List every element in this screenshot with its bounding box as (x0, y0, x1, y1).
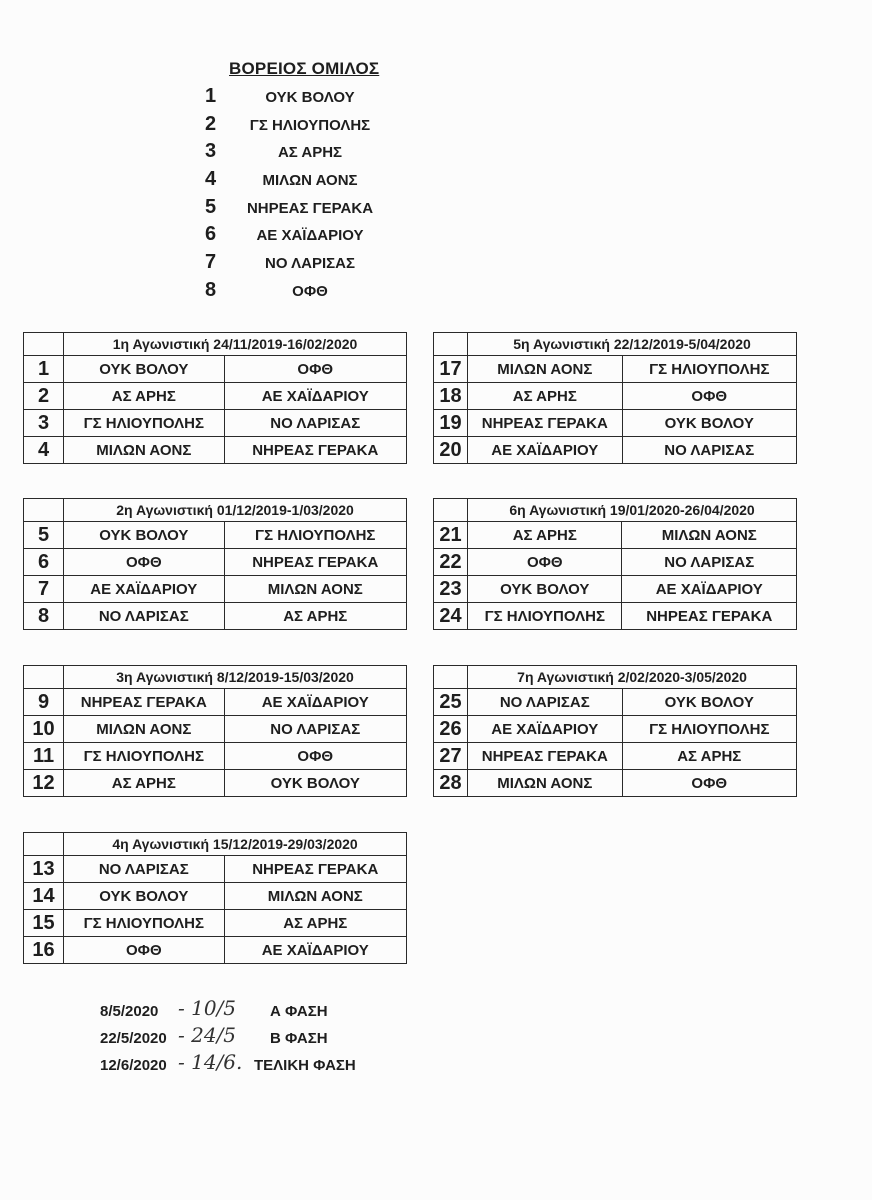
match-number: 28 (434, 770, 468, 797)
away-team: ΝΗΡΕΑΣ ΓΕΡΑΚΑ (224, 549, 407, 576)
match-number: 16 (24, 937, 64, 964)
team-number: 1 (205, 85, 217, 107)
away-team: ΑΕ ΧΑΪΔΑΡΙΟΥ (224, 383, 407, 410)
phase-row (100, 996, 460, 1027)
match-number: 2 (24, 383, 64, 410)
handwritten-note: - 10/5 (178, 996, 237, 1020)
match-number: 24 (434, 603, 468, 630)
team-name: ΓΣ ΗΛΙΟΥΠΟΛΗΣ (249, 116, 371, 134)
home-team: ΑΣ ΑΡΗΣ (468, 383, 622, 410)
home-team: ΑΕ ΧΑΪΔΑΡΙΟΥ (64, 576, 224, 603)
match-number: 5 (24, 522, 64, 549)
match-number: 17 (434, 356, 468, 383)
home-team: ΟΥΚ ΒΟΛΟΥ (64, 522, 224, 549)
team-row (200, 194, 400, 222)
handwritten-note: - 24/5 (178, 1023, 237, 1047)
away-team: ΑΣ ΑΡΗΣ (224, 603, 407, 630)
match-number: 12 (24, 770, 64, 797)
match-number: 26 (434, 716, 468, 743)
match-row (434, 689, 797, 716)
match-number: 23 (434, 576, 468, 603)
round-title: 1η Αγωνιστική 24/11/2019-16/02/2020 (64, 333, 407, 356)
team-name: ΑΣ ΑΡΗΣ (277, 144, 343, 162)
away-team: ΓΣ ΗΛΙΟΥΠΟΛΗΣ (622, 716, 796, 743)
match-row (24, 383, 407, 410)
round-title: 5η Αγωνιστική 22/12/2019-5/04/2020 (468, 333, 797, 356)
away-team: ΝΟ ΛΑΡΙΣΑΣ (224, 716, 407, 743)
match-number: 9 (24, 689, 64, 716)
match-row (24, 856, 407, 883)
team-name: ΟΦΘ (292, 282, 328, 300)
round-3-table (23, 665, 407, 797)
team-name: ΑΕ ΧΑΪΔΑΡΙΟΥ (256, 227, 364, 245)
home-team: ΟΦΘ (64, 549, 224, 576)
team-row (200, 249, 400, 277)
home-team: ΟΥΚ ΒΟΛΟΥ (468, 576, 622, 603)
team-row (200, 166, 400, 194)
away-team: ΑΕ ΧΑΪΔΑΡΙΟΥ (224, 937, 407, 964)
home-team: ΝΗΡΕΑΣ ΓΕΡΑΚΑ (468, 743, 622, 770)
away-team: ΑΕ ΧΑΪΔΑΡΙΟΥ (224, 689, 407, 716)
away-team: ΝΟ ΛΑΡΙΣΑΣ (622, 549, 797, 576)
home-team: ΑΕ ΧΑΪΔΑΡΙΟΥ (468, 437, 622, 464)
home-team: ΑΣ ΑΡΗΣ (64, 383, 224, 410)
match-number: 13 (24, 856, 64, 883)
match-row (434, 437, 797, 464)
round-title: 2η Αγωνιστική 01/12/2019-1/03/2020 (64, 499, 407, 522)
phase-schedule (100, 996, 460, 1081)
home-team: ΓΣ ΗΛΙΟΥΠΟΛΗΣ (64, 410, 224, 437)
away-team: ΑΕ ΧΑΪΔΑΡΙΟΥ (622, 576, 797, 603)
team-row (200, 277, 400, 305)
home-team: ΑΕ ΧΑΪΔΑΡΙΟΥ (468, 716, 622, 743)
team-number: 3 (205, 140, 217, 163)
match-row (24, 410, 407, 437)
round-1-table (23, 332, 407, 464)
home-team: ΑΣ ΑΡΗΣ (468, 522, 622, 549)
team-row (200, 138, 400, 166)
away-team: ΑΣ ΑΡΗΣ (224, 910, 407, 937)
away-team: ΝΟ ΛΑΡΙΣΑΣ (622, 437, 796, 464)
phase-date: 22/5/2020 (100, 1030, 167, 1047)
match-row (434, 770, 797, 797)
match-row (434, 603, 797, 630)
home-team: ΝΟ ΛΑΡΙΣΑΣ (64, 603, 224, 630)
match-row (24, 689, 407, 716)
away-team: ΟΦΘ (224, 743, 407, 770)
team-number: 6 (205, 223, 217, 246)
away-team: ΜΙΛΩΝ ΑΟΝΣ (224, 883, 407, 910)
match-number: 14 (24, 883, 64, 910)
group-title: ΒΟΡΕΙΟΣ ΟΜΙΛΟΣ (229, 59, 380, 78)
match-number: 6 (24, 549, 64, 576)
match-row (24, 883, 407, 910)
home-team: ΓΣ ΗΛΙΟΥΠΟΛΗΣ (64, 743, 224, 770)
away-team: ΜΙΛΩΝ ΑΟΝΣ (224, 576, 407, 603)
match-row (24, 549, 407, 576)
home-team: ΟΦΘ (64, 937, 224, 964)
away-team: ΟΥΚ ΒΟΛΟΥ (224, 770, 407, 797)
team-row (200, 111, 400, 139)
match-row (434, 743, 797, 770)
match-row (24, 716, 407, 743)
round-title: 4η Αγωνιστική 15/12/2019-29/03/2020 (64, 833, 407, 856)
match-number: 11 (24, 743, 64, 770)
round-title: 7η Αγωνιστική 2/02/2020-3/05/2020 (468, 666, 797, 689)
match-row (24, 356, 407, 383)
team-number: 8 (205, 278, 217, 301)
phase-row (100, 1050, 460, 1081)
away-team: ΓΣ ΗΛΙΟΥΠΟΛΗΣ (622, 356, 796, 383)
round-title: 6η Αγωνιστική 19/01/2020-26/04/2020 (468, 499, 797, 522)
away-team: ΝΗΡΕΑΣ ΓΕΡΑΚΑ (622, 603, 797, 630)
handwritten-note: - 14/6. (178, 1050, 243, 1074)
team-number: 7 (205, 251, 217, 274)
match-row (24, 937, 407, 964)
match-number: 8 (24, 603, 64, 630)
round-title: 3η Αγωνιστική 8/12/2019-15/03/2020 (64, 666, 407, 689)
away-team: ΜΙΛΩΝ ΑΟΝΣ (622, 522, 797, 549)
round-7-table (433, 665, 797, 797)
away-team: ΟΦΘ (224, 356, 407, 383)
match-number: 19 (434, 410, 468, 437)
match-row (434, 356, 797, 383)
team-number: 2 (205, 112, 217, 135)
match-number: 1 (24, 356, 64, 383)
home-team: ΟΥΚ ΒΟΛΟΥ (64, 883, 224, 910)
match-number: 3 (24, 410, 64, 437)
team-number: 4 (205, 168, 217, 191)
round-6-table (433, 498, 797, 630)
away-team: ΝΗΡΕΑΣ ΓΕΡΑΚΑ (224, 856, 407, 883)
home-team: ΓΣ ΗΛΙΟΥΠΟΛΗΣ (468, 603, 622, 630)
phase-label: Β ΦΑΣΗ (270, 1030, 328, 1047)
home-team: ΜΙΛΩΝ ΑΟΝΣ (468, 356, 622, 383)
phase-date: 8/5/2020 (100, 1003, 159, 1020)
team-row (200, 83, 400, 111)
phase-label: Α ΦΑΣΗ (270, 1003, 328, 1020)
round-4-table (23, 832, 407, 964)
home-team: ΜΙΛΩΝ ΑΟΝΣ (468, 770, 622, 797)
home-team: ΝΟ ΛΑΡΙΣΑΣ (64, 856, 224, 883)
match-row (24, 603, 407, 630)
match-row (434, 576, 797, 603)
match-number: 21 (434, 522, 468, 549)
match-row (24, 910, 407, 937)
match-number: 22 (434, 549, 468, 576)
match-row (434, 522, 797, 549)
home-team: ΑΣ ΑΡΗΣ (64, 770, 224, 797)
match-row (24, 522, 407, 549)
home-team: ΝΟ ΛΑΡΙΣΑΣ (468, 689, 622, 716)
home-team: ΟΦΘ (468, 549, 622, 576)
away-team: ΝΗΡΕΑΣ ΓΕΡΑΚΑ (224, 437, 407, 464)
match-number: 4 (24, 437, 64, 464)
match-number: 10 (24, 716, 64, 743)
match-row (24, 576, 407, 603)
team-name: ΜΙΛΩΝ ΑΟΝΣ (262, 172, 358, 190)
phase-row (100, 1023, 460, 1054)
home-team: ΜΙΛΩΝ ΑΟΝΣ (64, 437, 224, 464)
team-name: ΝΗΡΕΑΣ ΓΕΡΑΚΑ (246, 199, 374, 217)
away-team: ΓΣ ΗΛΙΟΥΠΟΛΗΣ (224, 522, 407, 549)
away-team: ΟΦΘ (622, 383, 796, 410)
phase-label: ΤΕΛΙΚΗ ΦΑΣΗ (254, 1057, 356, 1074)
home-team: ΝΗΡΕΑΣ ΓΕΡΑΚΑ (64, 689, 224, 716)
match-row (434, 383, 797, 410)
away-team: ΟΦΘ (622, 770, 796, 797)
away-team: ΟΥΚ ΒΟΛΟΥ (622, 410, 796, 437)
match-number: 7 (24, 576, 64, 603)
round-5-table (433, 332, 797, 464)
match-number: 18 (434, 383, 468, 410)
away-team: ΑΣ ΑΡΗΣ (622, 743, 796, 770)
team-number: 5 (205, 195, 217, 218)
phase-date: 12/6/2020 (100, 1057, 167, 1074)
home-team: ΓΣ ΗΛΙΟΥΠΟΛΗΣ (64, 910, 224, 937)
match-row (434, 549, 797, 576)
team-name: ΟΥΚ ΒΟΛΟΥ (265, 89, 355, 106)
home-team: ΜΙΛΩΝ ΑΟΝΣ (64, 716, 224, 743)
away-team: ΟΥΚ ΒΟΛΟΥ (622, 689, 796, 716)
match-row (434, 410, 797, 437)
match-row (24, 770, 407, 797)
team-list (200, 83, 400, 305)
match-number: 15 (24, 910, 64, 937)
home-team: ΝΗΡΕΑΣ ΓΕΡΑΚΑ (468, 410, 622, 437)
team-row (200, 221, 400, 249)
home-team: ΟΥΚ ΒΟΛΟΥ (64, 356, 224, 383)
match-number: 20 (434, 437, 468, 464)
match-number: 27 (434, 743, 468, 770)
match-row (24, 743, 407, 770)
team-name: ΝΟ ΛΑΡΙΣΑΣ (265, 255, 355, 273)
match-number: 25 (434, 689, 468, 716)
match-row (434, 716, 797, 743)
round-2-table (23, 498, 407, 630)
match-row (24, 437, 407, 464)
away-team: ΝΟ ΛΑΡΙΣΑΣ (224, 410, 407, 437)
